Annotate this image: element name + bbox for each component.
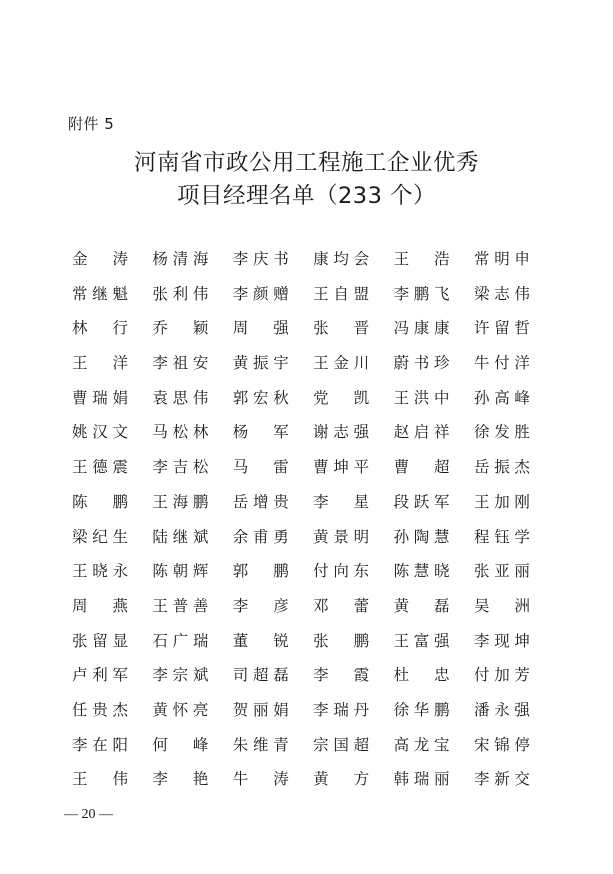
name-cell: 段 跃 军 [393, 492, 450, 511]
name-cell: 王 加 刚 [473, 492, 530, 511]
page-number: — 20 — [64, 807, 113, 822]
name-cell: 李 宗 斌 [152, 666, 209, 685]
name-cell: 牛 付 洋 [473, 354, 530, 373]
name-cell: 李 艳 [152, 770, 209, 789]
name-cell: 陈 鹏 [72, 492, 128, 511]
name-cell: 李 庆 书 [232, 250, 289, 268]
name-cell: 许 留 哲 [473, 319, 530, 338]
name-cell: 周 燕 [72, 596, 128, 615]
name-cell: 王 海 鹏 [152, 492, 209, 511]
name-cell: 陆 继 斌 [152, 527, 209, 546]
name-cell: 宋 锦 停 [473, 735, 530, 754]
name-cell: 张 留 显 [72, 631, 128, 650]
name-cell: 袁 思 伟 [152, 388, 209, 407]
name-cell: 王 浩 [393, 250, 450, 268]
name-cell: 冯 康 康 [393, 319, 450, 338]
name-cell: 张 晋 [313, 319, 370, 338]
name-cell: 马 松 林 [152, 423, 209, 442]
name-cell: 李 瑞 丹 [313, 700, 370, 719]
name-cell: 王 洋 [72, 354, 128, 373]
name-list-grid [72, 245, 548, 800]
name-cell: 李 星 [313, 492, 370, 511]
name-cell: 王 金 川 [313, 354, 370, 373]
name-cell: 杨 军 [232, 423, 289, 442]
name-cell: 康 均 会 [313, 250, 370, 268]
name-cell: 董 锐 [232, 631, 289, 650]
name-cell: 何 峰 [152, 735, 209, 754]
name-cell: 李 祖 安 [152, 354, 209, 373]
name-cell: 常 明 申 [473, 250, 530, 268]
name-cell: 李 在 阳 [72, 735, 128, 754]
name-cell: 陈 朝 辉 [152, 562, 209, 581]
name-cell: 李 霞 [313, 666, 370, 685]
name-cell: 王 晓 永 [72, 562, 128, 581]
document-title-line-1: 河南省市政公用工程施工企业优秀 [133, 150, 479, 176]
name-cell: 王 普 善 [152, 596, 209, 615]
name-cell: 岳 增 贵 [232, 492, 289, 511]
name-cell: 李 彦 [232, 596, 289, 615]
name-cell: 杜 忠 [393, 666, 450, 685]
name-cell: 曹 坤 平 [313, 458, 370, 477]
name-cell: 乔 颖 [152, 319, 209, 338]
name-cell: 林 行 [72, 319, 128, 338]
name-cell: 李 鹏 飞 [393, 284, 450, 303]
name-cell: 谢 志 强 [313, 423, 370, 442]
name-cell: 吴 洲 [473, 596, 530, 615]
name-cell: 曹 瑞 娟 [72, 388, 128, 407]
name-cell: 黄 振 宇 [232, 354, 289, 373]
name-cell: 曹 超 [393, 458, 450, 477]
name-cell: 宗 国 超 [313, 735, 370, 754]
name-cell: 王 自 盟 [313, 284, 370, 303]
name-cell: 韩 瑞 丽 [393, 770, 450, 789]
name-cell: 朱 维 青 [232, 735, 289, 754]
name-cell: 徐 华 鹏 [393, 700, 450, 719]
name-cell: 徐 发 胜 [473, 423, 530, 442]
name-cell: 高 龙 宝 [393, 735, 450, 754]
name-cell: 潘 永 强 [473, 700, 530, 719]
name-cell: 陈 慧 晓 [393, 562, 450, 581]
name-cell: 黄 方 [313, 770, 370, 789]
name-cell: 黄 景 明 [313, 527, 370, 546]
name-cell: 常 继 魁 [72, 284, 128, 303]
name-cell: 梁 志 伟 [473, 284, 530, 303]
name-cell: 岳 振 杰 [473, 458, 530, 477]
name-cell: 张 鹏 [313, 631, 370, 650]
document-title-line-2: 项目经理名单（233 个） [176, 183, 437, 209]
name-cell: 孙 高 峰 [473, 388, 530, 407]
name-cell: 梁 纪 生 [72, 527, 128, 546]
name-cell: 金 涛 [72, 250, 128, 268]
name-cell: 任 贵 杰 [72, 700, 128, 719]
name-cell: 黄 怀 亮 [152, 700, 209, 719]
name-cell: 付 向 东 [313, 562, 370, 581]
name-cell: 蔚 书 珍 [393, 354, 450, 373]
name-cell: 王 洪 中 [393, 388, 450, 407]
name-cell: 李 新 交 [473, 770, 530, 789]
name-cell: 贺 丽 娟 [232, 700, 289, 719]
name-cell: 杨 清 海 [152, 250, 209, 268]
name-cell: 郭 鹏 [232, 562, 289, 581]
name-cell: 程 钰 学 [473, 527, 530, 546]
name-cell: 邓 蕾 [313, 596, 370, 615]
name-cell: 卢 利 军 [72, 666, 128, 685]
name-cell: 孙 陶 慧 [393, 527, 450, 546]
name-cell: 李 现 坤 [473, 631, 530, 650]
name-cell: 马 雷 [232, 458, 289, 477]
name-cell: 赵 启 祥 [393, 423, 450, 442]
name-cell: 牛 涛 [232, 770, 289, 789]
name-cell: 司 超 磊 [232, 666, 289, 685]
name-cell: 王 富 强 [393, 631, 450, 650]
name-cell: 王 德 震 [72, 458, 128, 477]
name-cell: 姚 汉 文 [72, 423, 128, 442]
name-cell: 王 伟 [72, 770, 128, 789]
name-cell: 张 亚 丽 [473, 562, 530, 581]
name-cell: 石 广 瑞 [152, 631, 209, 650]
name-cell: 余 甫 勇 [232, 527, 289, 546]
attachment-label: 附件 5 [68, 115, 115, 133]
name-cell: 党 凯 [313, 388, 370, 407]
name-cell: 付 加 芳 [473, 666, 530, 685]
name-cell: 张 利 伟 [152, 284, 209, 303]
name-cell: 郭 宏 秋 [232, 388, 289, 407]
name-cell: 李 颜 赠 [232, 284, 289, 303]
name-cell: 周 强 [232, 319, 289, 338]
name-cell: 李 吉 松 [152, 458, 209, 477]
name-cell: 黄 磊 [393, 596, 450, 615]
